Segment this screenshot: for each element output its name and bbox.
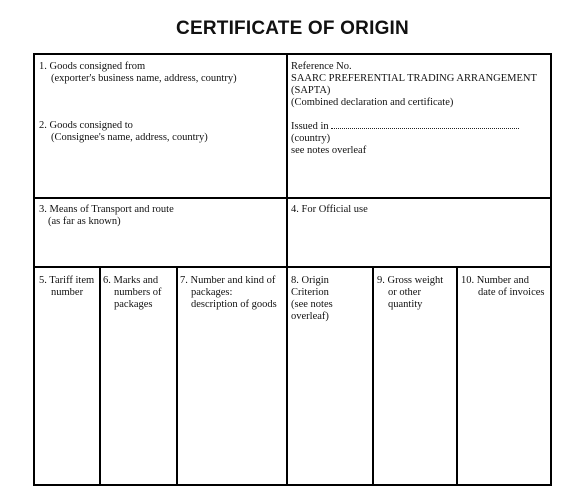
c8-line1: 8. Origin — [291, 275, 329, 286]
divider-col10 — [456, 266, 458, 484]
c8-line3: (see notes — [291, 299, 333, 310]
c10-line1: 10. Number and — [461, 275, 529, 286]
column-marks-numbers[interactable] — [103, 275, 175, 311]
box4-label: 4. For Official use — [291, 204, 368, 215]
c9-line1: 9. Gross weight — [377, 275, 444, 286]
column-gross-weight[interactable] — [377, 275, 455, 311]
c6-line3: packages — [114, 299, 153, 310]
c9-line3: quantity — [388, 299, 423, 310]
box3-detail: (as far as known) — [48, 216, 121, 227]
issued-in-label: Issued in — [291, 121, 329, 132]
column-origin-criterion[interactable] — [291, 275, 371, 323]
issued-in-field[interactable] — [331, 120, 519, 129]
box-goods-consigned-from[interactable] — [39, 61, 279, 85]
c9-line2: or other — [388, 287, 421, 298]
reference-block — [291, 61, 549, 109]
box3-label: 3. Means of Transport and route — [39, 204, 174, 215]
c6-line2: numbers of — [114, 287, 162, 298]
divider-middle — [35, 266, 550, 268]
divider-upper — [35, 197, 550, 199]
c7-line3: description of goods — [191, 299, 277, 310]
page-title: CERTIFICATE OF ORIGIN — [176, 18, 409, 39]
reference-declaration: (Combined declaration and certificate) — [291, 97, 454, 108]
c7-line2: packages: — [191, 287, 233, 298]
issued-in-block — [291, 120, 549, 157]
column-number-kind[interactable] — [180, 275, 284, 311]
divider-col7 — [176, 266, 178, 484]
box1-label: 1. Goods consigned from — [39, 61, 146, 72]
c5-line1: 5. Tariff item — [39, 275, 95, 286]
column-tariff-item[interactable] — [39, 275, 97, 299]
c6-line1: 6. Marks and — [103, 275, 159, 286]
box-goods-consigned-to[interactable] — [39, 120, 279, 144]
c8-line2: Criterion — [291, 287, 329, 298]
box-means-of-transport[interactable] — [39, 204, 279, 228]
box1-detail: (exporter's business name, address, country) — [51, 73, 237, 84]
box2-detail: (Consignee's name, address, country) — [51, 132, 208, 143]
certificate-form — [33, 53, 552, 486]
column-invoices[interactable] — [461, 275, 549, 299]
c5-line2: number — [51, 287, 84, 298]
divider-center — [286, 55, 288, 484]
issued-country: (country) — [291, 133, 331, 144]
issued-notes: see notes overleaf — [291, 145, 367, 156]
reference-arrangement: SAARC PREFERENTIAL TRADING ARRANGEMENT — [291, 73, 537, 84]
reference-number-label: Reference No. — [291, 61, 352, 72]
box-official-use[interactable] — [291, 204, 549, 216]
reference-sapta: (SAPTA) — [291, 85, 331, 96]
divider-col9 — [372, 266, 374, 484]
c10-line2: date of invoices — [478, 287, 545, 298]
divider-col6 — [99, 266, 101, 484]
c7-line1: 7. Number and kind of — [180, 275, 276, 286]
c8-line4: overleaf) — [291, 311, 329, 322]
box2-label: 2. Goods consigned to — [39, 120, 133, 131]
